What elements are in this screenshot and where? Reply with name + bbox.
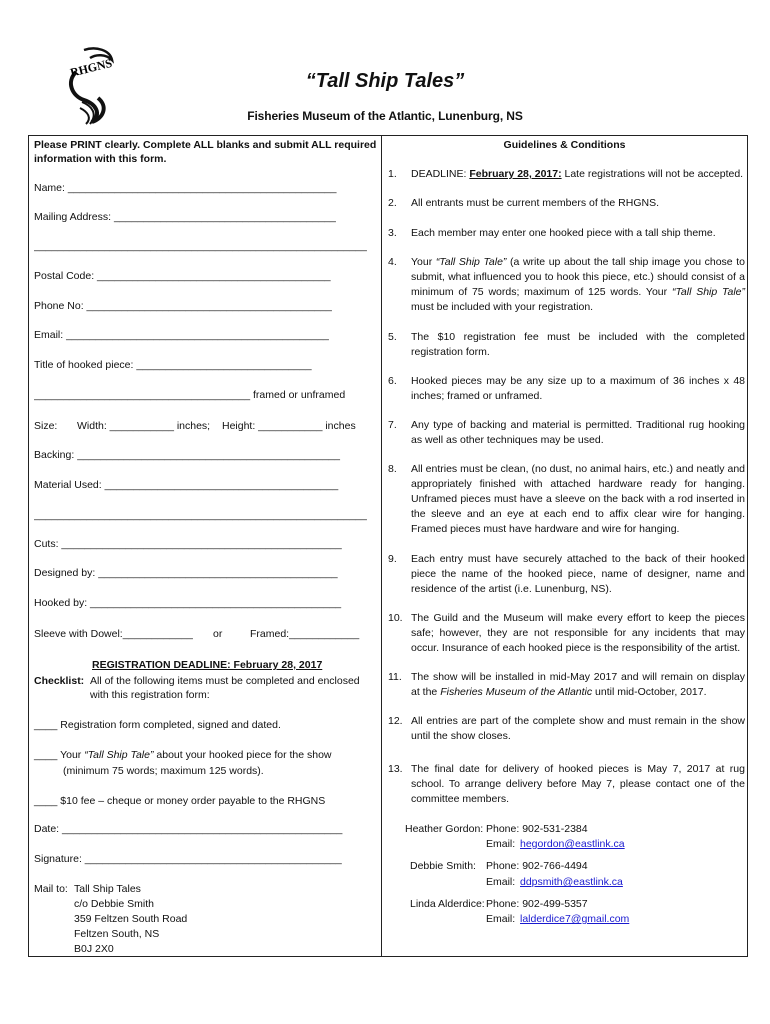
check2-pre: ____ Your [34,749,85,761]
guideline-item [388,226,745,241]
guideline-text: Each entry must have securely attached to the back of their hooked piece the name of the hooked piece, name of designer, name and residence of the artist (i.e. Lunenburg, NS). [411,553,745,595]
guideline-number: 9. [388,553,397,565]
title-piece-line2[interactable]: _____________________________________ framed or unframed [34,389,346,401]
height-field[interactable]: Height: ___________ inches [222,420,356,432]
guideline-item [388,552,745,597]
g1-date: February 28, 2017: [469,168,562,180]
guideline-number: 4. [388,256,397,268]
address-line: 359 Feltzen South Road [74,913,188,925]
guideline-number: 1. [388,168,397,180]
guideline-number: 12. [388,715,403,727]
guideline-item [388,714,745,744]
postal-code-field[interactable]: Postal Code: ________________________________________ [34,270,331,282]
signature-field[interactable]: Signature: ____________________________________________ [34,853,342,865]
contact-email-label: Email: [486,876,516,888]
guidelines-heading: Guidelines & Conditions [503,139,626,151]
address-line: Tall Ship Tales [74,883,141,895]
sleeve-dowel-field[interactable]: Sleeve with Dowel:____________ [34,628,193,640]
contact-phone: Phone: 902-531-2384 [486,823,588,835]
hooked-by-field[interactable]: Hooked by: ___________________________________________ [34,597,342,609]
guideline-item [388,330,745,360]
registration-deadline: REGISTRATION DEADLINE: February 28, 2017 [92,659,323,671]
email-field[interactable]: Email: _____________________________________________ [34,329,329,341]
g11-pre: The show will be installed in mid-May 2017 and will remain on display at the [411,671,745,698]
g4-pre: Your [411,256,436,268]
address-line: B0J 2X0 [74,943,114,955]
or-label: or [213,628,223,640]
guideline-text: All entrants must be current members of the RHGNS. [411,197,660,209]
g4-mid: (a write up about the tall ship image you chose to submit, what influenced you to hook this piece, etc.) should consist of a minimum of 75 words; maximum of 125 words. Your [411,256,745,298]
mailing-address-field[interactable]: Mailing Address: ______________________________________ [34,211,336,223]
name-field[interactable]: Name: ______________________________________________ [34,182,337,194]
guideline-item [388,374,745,404]
column-divider [381,135,382,957]
title-piece-field[interactable]: Title of hooked piece: ______________________________ [34,359,312,371]
checklist-item-fee: ____ $10 fee – cheque or money order payable to the RHGNS [34,795,326,807]
contact-name: Heather Gordon: [405,823,484,835]
guideline-text: The $10 registration fee must be included with the completed registration form. [411,331,745,358]
page-title: “Tall Ship Tales” [305,70,465,92]
contact-email-label: Email: [486,913,516,925]
guideline-item [388,670,745,700]
contact-email-link[interactable]: lalderdice7@gmail.com [520,913,630,925]
guideline-number: 5. [388,331,397,343]
g4-italic2: “Tall Ship Tale” [671,286,745,298]
guideline-item [388,196,745,211]
material-field[interactable]: Material Used: ________________________________________ [34,479,339,491]
logo-text: RHGNS [68,55,114,80]
material-line2[interactable]: _________________________________________________________ [34,509,367,521]
checklist-item-tale-line2: (minimum 75 words; maximum 125 words). [63,765,264,777]
contact-name: Debbie Smith: [410,860,476,872]
guideline-item [388,611,745,656]
address-line: c/o Debbie Smith [74,898,154,910]
mail-address [74,882,187,957]
framed-field[interactable]: Framed:____________ [250,628,360,640]
guideline-number: 6. [388,375,397,387]
contact-name: Linda Alderdice: [410,898,485,910]
mailing-address-line2[interactable]: _________________________________________________________ [34,240,367,252]
check2-italic: “Tall Ship Tale” [84,749,154,761]
contact-email-label: Email: [486,838,516,850]
g1-post: Late registrations will not be accepted. [561,168,744,180]
checklist-item-tale [34,748,332,762]
contact-phone: Phone: 902-766-4494 [486,860,588,872]
page-subtitle: Fisheries Museum of the Atlantic, Lunenburg, NS [247,109,523,123]
checklist-label: Checklist: [34,675,85,687]
phone-field[interactable]: Phone No: __________________________________________ [34,300,332,312]
guideline-number: 11. [388,671,402,683]
guideline-number: 10. [388,612,403,624]
width-field[interactable]: Width: ___________ inches; [77,420,211,432]
guideline-number: 8. [388,463,397,475]
designed-by-field[interactable]: Designed by: _________________________________________ [34,567,338,579]
check2-post: about your hooked piece for the show [153,749,332,761]
checklist-text: All of the following items must be completed and enclosed with this registration form: [90,675,360,701]
g11-post: until mid-October, 2017. [592,686,707,698]
date-field[interactable]: Date: ________________________________________________ [34,823,343,835]
guideline-item [388,462,745,537]
guideline-text: The final date for delivery of hooked pieces is May 7, 2017 at rug school. To arrange delivery before May 7, please contact one of the committee members. [411,763,745,805]
guideline-item [388,255,745,315]
guideline-text: Any type of backing and material is permitted. Traditional rug hooking as well as other techniques may be used. [411,419,745,446]
g4-italic1: “Tall Ship Tale” [435,256,507,268]
g1-pre: DEADLINE: [411,168,470,180]
contact-phone: Phone: 902-499-5357 [486,898,588,910]
intro-text: Please PRINT clearly. Complete ALL blanks and submit ALL required information with this form. [34,139,377,165]
guideline-item [388,762,745,807]
cuts-field[interactable]: Cuts: ________________________________________________ [34,538,342,550]
g4-post: must be included with your registration. [411,301,594,313]
checklist-item-registration: ____ Registration form completed, signed and dated. [34,719,281,731]
guideline-text: Hooked pieces may be any size up to a maximum of 36 inches x 48 inches; framed or unframed. [411,375,745,402]
guideline-text: All entries must be clean, (no dust, no animal hairs, etc.) and neatly and appropriately finished with attached hardware ready for hanging. Unframed pieces must have a sleeve on the back with a rod inserted in the sleeve and an eye at each end to affix clear wire for hanging. Framed pieces must have hardware and wire for hanging. [411,463,745,535]
guideline-number: 2. [388,197,397,209]
guideline-number: 13. [388,763,403,775]
g11-italic: Fisheries Museum of the Atlantic [440,686,593,698]
address-line: Feltzen South, NS [74,928,160,940]
backing-field[interactable]: Backing: _____________________________________________ [34,449,340,461]
guideline-text: The Guild and the Museum will make every effort to keep the pieces safe; however, they are not responsible for any incidents that may occur. Insurance of each hooked piece is the responsibility of the artist. [411,612,745,654]
guideline-item [388,418,745,448]
contact-email-link[interactable]: hegordon@eastlink.ca [520,838,625,850]
guideline-number: 7. [388,419,397,431]
contact-email-link[interactable]: ddpsmith@eastlink.ca [520,876,623,888]
guideline-text: All entries are part of the complete show and must remain in the show until the show closes. [411,715,745,742]
guideline-item [388,167,745,182]
guideline-text: Each member may enter one hooked piece with a tall ship theme. [411,227,716,239]
size-label: Size: [34,420,58,432]
guideline-number: 3. [388,227,397,239]
mail-to-label: Mail to: [34,883,68,895]
